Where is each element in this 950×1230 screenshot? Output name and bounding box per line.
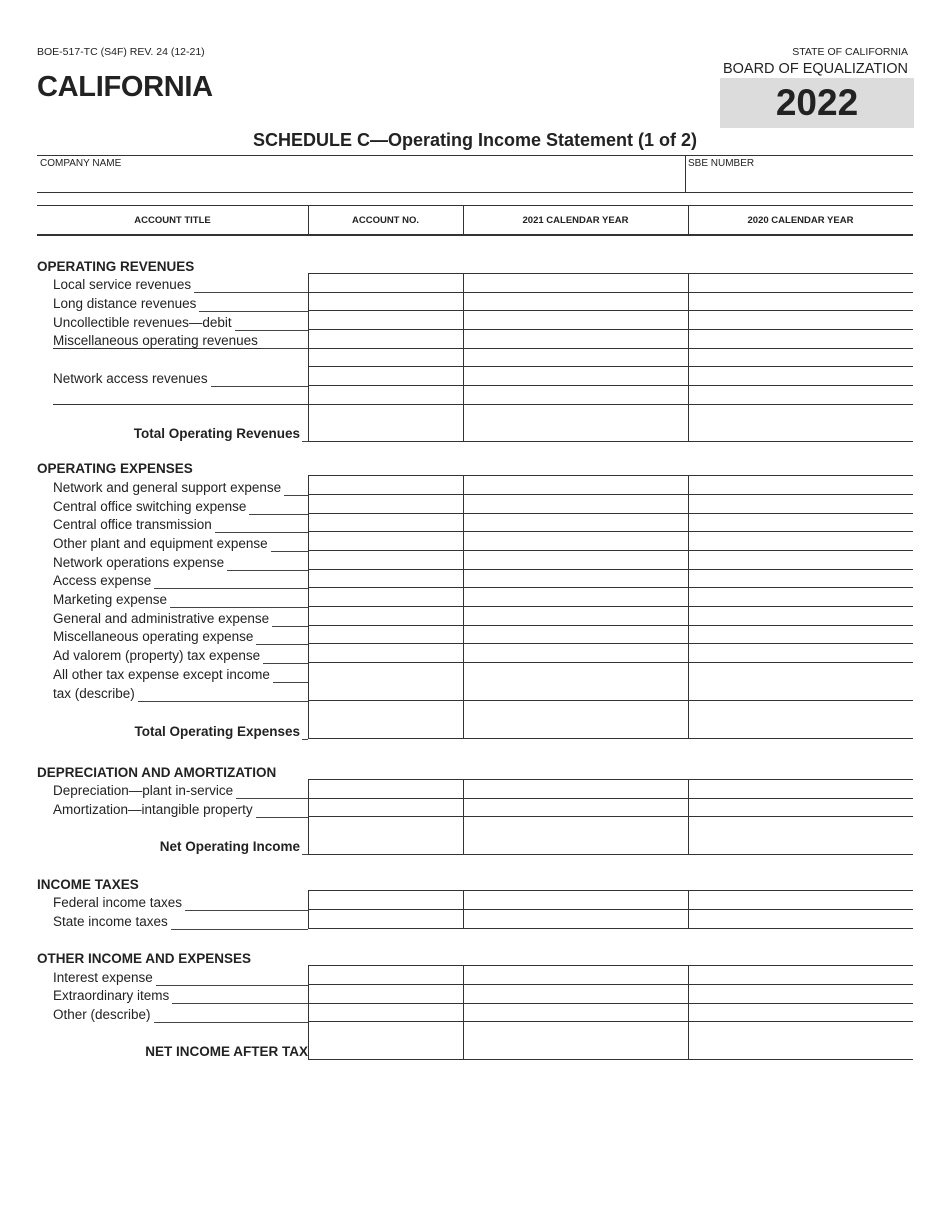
row-label: State income taxes (53, 914, 168, 929)
row-label: Central office transmission (53, 517, 212, 532)
section-title-operating-expenses: OPERATING EXPENSES (37, 461, 193, 476)
row-label: Network and general support expense (53, 480, 282, 495)
year-2021-cell[interactable] (464, 570, 687, 586)
account-no-cell[interactable] (309, 966, 462, 983)
account-no-cell[interactable] (309, 1004, 462, 1020)
account-no-cell[interactable] (309, 514, 462, 530)
year-badge: 2022 (720, 78, 914, 128)
account-no-cell[interactable] (309, 644, 462, 661)
row-label: Network operations expense (53, 555, 225, 570)
year-2021-cell[interactable] (464, 644, 687, 661)
year-2020-cell[interactable] (689, 817, 912, 853)
account-no-cell[interactable] (309, 817, 462, 853)
year-2021-cell[interactable] (464, 966, 687, 983)
leader-line (156, 985, 308, 986)
leader-line (170, 607, 308, 608)
account-no-cell[interactable] (309, 626, 462, 642)
row-label: Central office switching expense (53, 499, 247, 514)
column-header-account-title: ACCOUNT TITLE (134, 215, 211, 226)
account-no-cell[interactable] (309, 891, 462, 908)
divider (308, 854, 913, 855)
net-operating-income-label: Net Operating Income (159, 839, 300, 854)
leader-line (172, 1003, 308, 1004)
leader-line (302, 441, 308, 442)
year-2021-cell[interactable] (464, 780, 687, 797)
year-2020-cell[interactable] (689, 532, 912, 549)
year-2021-cell[interactable] (464, 330, 687, 347)
year-2020-cell[interactable] (689, 476, 912, 493)
year-2020-cell[interactable] (689, 386, 912, 403)
year-2020-cell[interactable] (689, 626, 912, 642)
year-2021-cell[interactable] (464, 910, 687, 927)
divider (37, 155, 913, 156)
row-label: Long distance revenues (53, 296, 197, 311)
account-no-cell[interactable] (309, 532, 462, 549)
row-label: Ad valorem (property) tax expense (53, 648, 261, 663)
account-no-cell[interactable] (309, 663, 462, 699)
board-label: BOARD OF EQUALIZATION (722, 61, 908, 77)
leader-line (199, 311, 308, 312)
account-no-cell[interactable] (309, 495, 462, 512)
row-label: Depreciation—plant in-service (53, 783, 234, 798)
column-header-account-no: ACCOUNT NO. (351, 215, 420, 226)
section-title-operating-revenues: OPERATING REVENUES (37, 259, 195, 274)
leader-line (272, 626, 308, 627)
row-label: Uncollectible revenues—debit (53, 315, 232, 330)
year-2021-cell[interactable] (464, 626, 687, 642)
schedule-title: SCHEDULE C—Operating Income Statement (1 of 2) (252, 130, 698, 150)
year-2020-cell[interactable] (689, 349, 912, 365)
row-label: Miscellaneous operating expense (53, 629, 254, 644)
year-2020-cell[interactable] (689, 985, 912, 1002)
account-no-cell[interactable] (309, 985, 462, 1002)
year-2021-cell[interactable] (464, 476, 687, 493)
page-title: CALIFORNIA (37, 71, 213, 103)
section-title-depreciation: DEPRECIATION AND AMORTIZATION (37, 765, 277, 780)
divider (308, 1059, 913, 1060)
year-2021-cell[interactable] (464, 349, 687, 365)
state-label: STATE OF CALIFORNIA (792, 46, 908, 58)
year-2021-cell[interactable] (464, 701, 687, 737)
divider (308, 928, 913, 929)
year-2021-cell[interactable] (464, 311, 687, 328)
net-income-after-tax-label: NET INCOME AFTER TAX (145, 1044, 308, 1059)
leader-line (284, 495, 308, 496)
year-2020-cell[interactable] (689, 910, 912, 927)
year-2020-cell[interactable] (689, 607, 912, 624)
leader-line (227, 570, 308, 571)
leader-line (138, 701, 308, 702)
account-no-cell[interactable] (309, 799, 462, 815)
column-header-2020: 2020 CALENDAR YEAR (747, 215, 854, 226)
row-label: Amortization—intangible property (53, 802, 253, 817)
year-2021-cell[interactable] (464, 588, 687, 605)
leader-line (256, 817, 308, 818)
divider (53, 404, 308, 405)
account-no-cell[interactable] (309, 607, 462, 624)
company-name-label: COMPANY NAME (40, 158, 122, 169)
leader-line (211, 386, 308, 387)
divider (308, 441, 913, 442)
year-2021-cell[interactable] (464, 514, 687, 530)
leader-line (194, 292, 308, 293)
divider (685, 155, 686, 193)
leader-line (249, 514, 308, 515)
year-2021-cell[interactable] (464, 405, 687, 440)
row-label: Federal income taxes (53, 895, 183, 910)
row-label: All other tax expense except income (53, 667, 270, 682)
account-no-cell[interactable] (309, 311, 462, 328)
year-2021-cell[interactable] (464, 532, 687, 549)
year-2020-cell[interactable] (689, 1004, 912, 1020)
leader-line (263, 663, 308, 664)
year-2020-cell[interactable] (689, 405, 912, 440)
year-2020-cell[interactable] (689, 799, 912, 815)
row-label: Access expense (53, 573, 152, 588)
year-2021-cell[interactable] (464, 1022, 687, 1058)
account-no-cell[interactable] (309, 367, 462, 384)
year-2020-cell[interactable] (689, 891, 912, 908)
year-2021-cell[interactable] (464, 663, 687, 699)
total-operating-expenses-label: Total Operating Expenses (134, 724, 300, 739)
row-label: tax (describe) (53, 686, 135, 701)
account-no-cell[interactable] (309, 349, 462, 365)
year-2021-cell[interactable] (464, 551, 687, 568)
leader-line (271, 551, 308, 552)
leader-line (154, 1022, 308, 1023)
year-2021-cell[interactable] (464, 985, 687, 1002)
row-label: Marketing expense (53, 592, 168, 607)
year-2020-cell[interactable] (689, 780, 912, 797)
leader-line (235, 330, 308, 331)
year-2020-cell[interactable] (689, 274, 912, 291)
section-title-other-income: OTHER INCOME AND EXPENSES (37, 951, 252, 966)
divider (37, 192, 913, 193)
leader-line (154, 588, 308, 589)
leader-line (302, 739, 308, 740)
year-2021-cell[interactable] (464, 495, 687, 512)
year-2021-cell[interactable] (464, 1004, 687, 1020)
year-2020-cell[interactable] (689, 551, 912, 568)
year-2021-cell[interactable] (464, 386, 687, 403)
account-no-cell[interactable] (309, 1022, 462, 1058)
company-name-field[interactable] (38, 170, 683, 192)
row-label: Local service revenues (53, 277, 192, 292)
leader-line (215, 532, 308, 533)
row-label: General and administrative expense (53, 611, 270, 626)
divider (308, 738, 913, 739)
year-2020-cell[interactable] (689, 588, 912, 605)
year-2020-cell[interactable] (689, 514, 912, 530)
account-no-cell[interactable] (309, 570, 462, 586)
account-no-cell[interactable] (309, 476, 462, 493)
leader-line (256, 644, 308, 645)
leader-line (171, 929, 308, 930)
year-2021-cell[interactable] (464, 891, 687, 908)
year-2021-cell[interactable] (464, 607, 687, 624)
sbe-number-label: SBE NUMBER (688, 158, 755, 169)
account-no-cell[interactable] (309, 405, 462, 440)
row-label: Other (describe) (53, 1007, 151, 1022)
sbe-number-field[interactable] (688, 170, 912, 192)
year-2020-cell[interactable] (689, 495, 912, 512)
account-no-cell[interactable] (309, 588, 462, 605)
leader-line (185, 910, 308, 911)
year-2021-cell[interactable] (464, 274, 687, 291)
year-2020-cell[interactable] (689, 330, 912, 347)
account-no-cell[interactable] (309, 274, 462, 291)
account-no-cell[interactable] (309, 551, 462, 568)
section-title-income-taxes: INCOME TAXES (37, 877, 139, 892)
account-no-cell[interactable] (309, 293, 462, 309)
year-2020-cell[interactable] (689, 663, 912, 699)
row-label: Interest expense (53, 970, 153, 985)
row-label: Other plant and equipment expense (53, 536, 268, 551)
column-header-2021: 2021 CALENDAR YEAR (522, 215, 629, 226)
year-2020-cell[interactable] (689, 1022, 912, 1058)
year-2021-cell[interactable] (464, 293, 687, 309)
account-no-cell[interactable] (309, 701, 462, 737)
year-2020-cell[interactable] (689, 701, 912, 737)
row-label: Network access revenues (53, 371, 208, 386)
year-2020-cell[interactable] (689, 293, 912, 309)
account-no-cell[interactable] (309, 330, 462, 347)
account-no-cell[interactable] (309, 386, 462, 403)
row-label: Miscellaneous operating revenues (53, 333, 258, 348)
total-operating-revenues-label: Total Operating Revenues (133, 426, 300, 441)
account-no-cell[interactable] (309, 910, 462, 927)
leader-line (273, 682, 308, 683)
year-2020-cell[interactable] (689, 367, 912, 384)
year-2020-cell[interactable] (689, 966, 912, 983)
year-2021-cell[interactable] (464, 817, 687, 853)
leader-line (302, 854, 308, 855)
leader-line (261, 348, 308, 349)
leader-line (236, 798, 308, 799)
year-2021-cell[interactable] (464, 367, 687, 384)
year-2020-cell[interactable] (689, 311, 912, 328)
account-no-cell[interactable] (309, 780, 462, 797)
row-label: Extraordinary items (53, 988, 170, 1003)
form-id: BOE-517-TC (S4F) REV. 24 (12-21) (37, 46, 205, 58)
year-2020-cell[interactable] (689, 644, 912, 661)
year-2020-cell[interactable] (689, 570, 912, 586)
year-2021-cell[interactable] (464, 799, 687, 815)
